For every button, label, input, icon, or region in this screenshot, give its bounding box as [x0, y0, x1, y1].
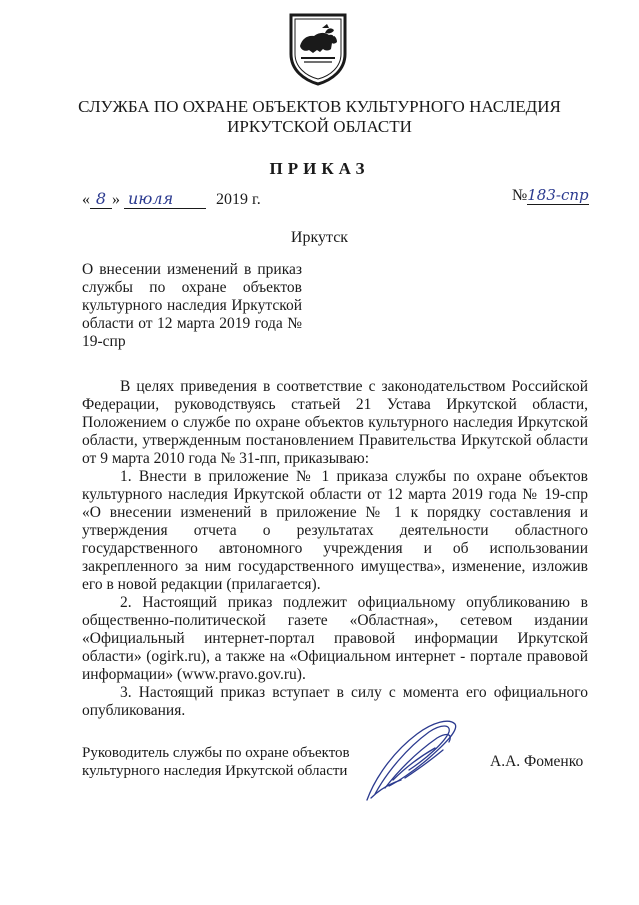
- agency-name-line-1: СЛУЖБА ПО ОХРАНЕ ОБЪЕКТОВ КУЛЬТУРНОГО НАСЛЕДИЯ: [78, 97, 561, 116]
- body-paragraph: 2. Настоящий приказ подлежит официальному опубликованию в общественно-политической газете «Областная», сетевом издании «Официальный интернет-портал правовой информации Иркутской области» (ogirk.ru), а также на «Официальном интернет - портале правовой информации» (www.pravo.gov.ru).: [82, 594, 588, 683]
- signer-position-line-1: Руководитель службы по охране объектов: [82, 745, 350, 761]
- signer-name: А.А. Фоменко: [490, 753, 584, 770]
- body-paragraph: 1. Внести в приложение № 1 приказа службы по охране объектов культурного наследия Иркутской области от 12 марта 2019 года № 19-спр «О внесении изменений в приложение № 1 к порядку составления и утверждения отчета о результатах деятельности областного государственного автономного учреждения и об использовании закрепленного за ним государственного имущества», изменение, изложив его в новой редакции (прилагается).: [82, 468, 588, 593]
- order-date: [82, 190, 261, 209]
- order-subject: О внесении изменений в приказ службы по охране объектов культурного наследия Иркутской области от 12 марта 2019 года № 19-спр: [82, 261, 302, 350]
- order-number: [512, 186, 589, 205]
- number-value: 183-спр: [527, 186, 589, 204]
- signature-icon: [345, 708, 490, 808]
- order-title: ПРИКАЗ: [269, 159, 370, 178]
- date-year: 2019 г.: [216, 191, 261, 208]
- agency-name-line-2: ИРКУТСКОЙ ОБЛАСТИ: [227, 117, 412, 136]
- date-month: июля: [124, 190, 206, 209]
- coat-of-arms-icon: [287, 12, 349, 86]
- date-close-quote: »: [112, 191, 120, 208]
- date-day: 8: [90, 190, 112, 209]
- order-body: [82, 378, 588, 720]
- body-paragraph: 3. Настоящий приказ вступает в силу с момента его официального опубликования.: [82, 684, 588, 719]
- number-prefix: №: [512, 187, 528, 204]
- signer-position: [82, 744, 362, 780]
- signer-position-line-2: культурного наследия Иркутской области: [82, 763, 348, 779]
- body-paragraph: В целях приведения в соответствие с законодательством Российской Федерации, руководствуясь статьей 21 Устава Иркутской области, Положением о службе по охране объектов культурного наследия Иркутской области, утвержденным постановлением Правительства Иркутской области от 9 марта 2010 года № 31-пп, приказываю:: [82, 378, 588, 467]
- city: Иркутск: [290, 229, 349, 246]
- date-open-quote: «: [82, 191, 90, 208]
